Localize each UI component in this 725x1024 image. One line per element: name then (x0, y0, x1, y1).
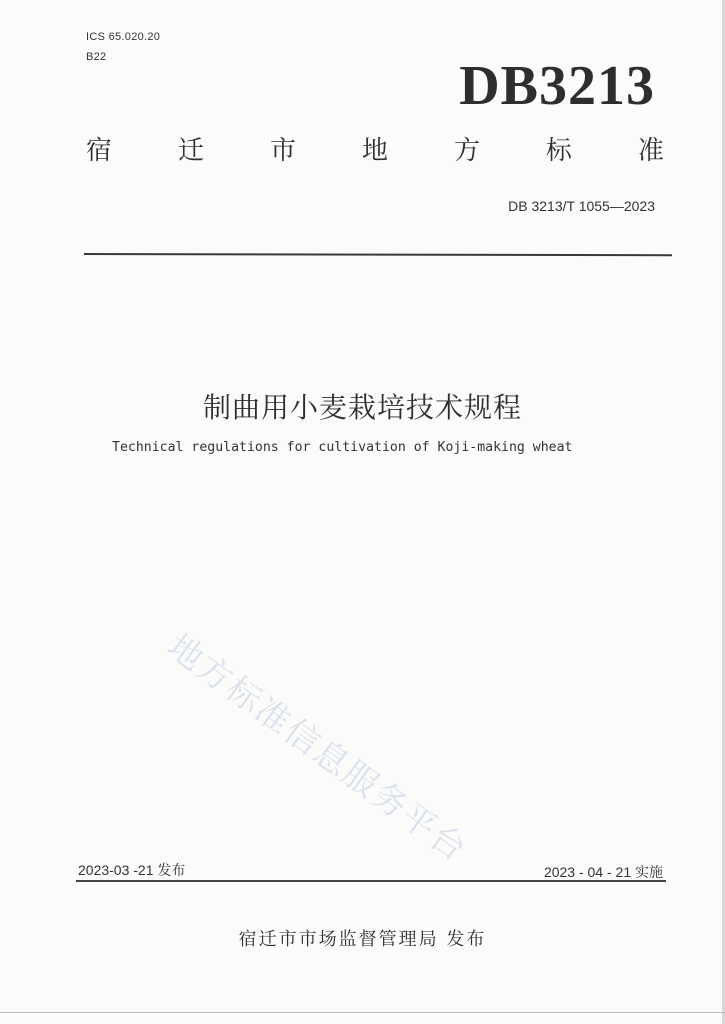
db-code-heading: DB3213 (459, 55, 655, 117)
standard-number: DB 3213/T 1055—2023 (508, 198, 655, 214)
issuing-authority: 宿迁市市场监督管理局 发布 (238, 929, 487, 950)
header-divider (84, 253, 672, 256)
watermark: 地方标准信息服务平台 (159, 626, 475, 871)
standard-type-char: 宿 (86, 136, 113, 166)
document-title-chinese: 制曲用小麦栽培技术规程 (202, 391, 522, 424)
standard-type-char: 市 (269, 136, 296, 166)
implementation-date: 2023 - 04 - 21 实施 (543, 864, 663, 880)
standard-type-char: 标 (545, 136, 572, 166)
document-title-english: Technical regulations for cultivation of Koji-making wheat (112, 440, 573, 455)
ccs-code: B22 (86, 51, 107, 63)
scan-bottom-edge (0, 1012, 725, 1013)
standard-type-char: 地 (361, 136, 388, 166)
date-divider (76, 880, 666, 882)
issue-date: 2023-03 -21 发布 (78, 862, 186, 878)
standard-type-char: 方 (453, 136, 480, 166)
standard-type (86, 136, 664, 167)
standard-type-char: 迁 (177, 136, 204, 166)
ics-code: ICS 65.020.20 (86, 31, 161, 43)
standard-type-char: 准 (637, 136, 664, 166)
